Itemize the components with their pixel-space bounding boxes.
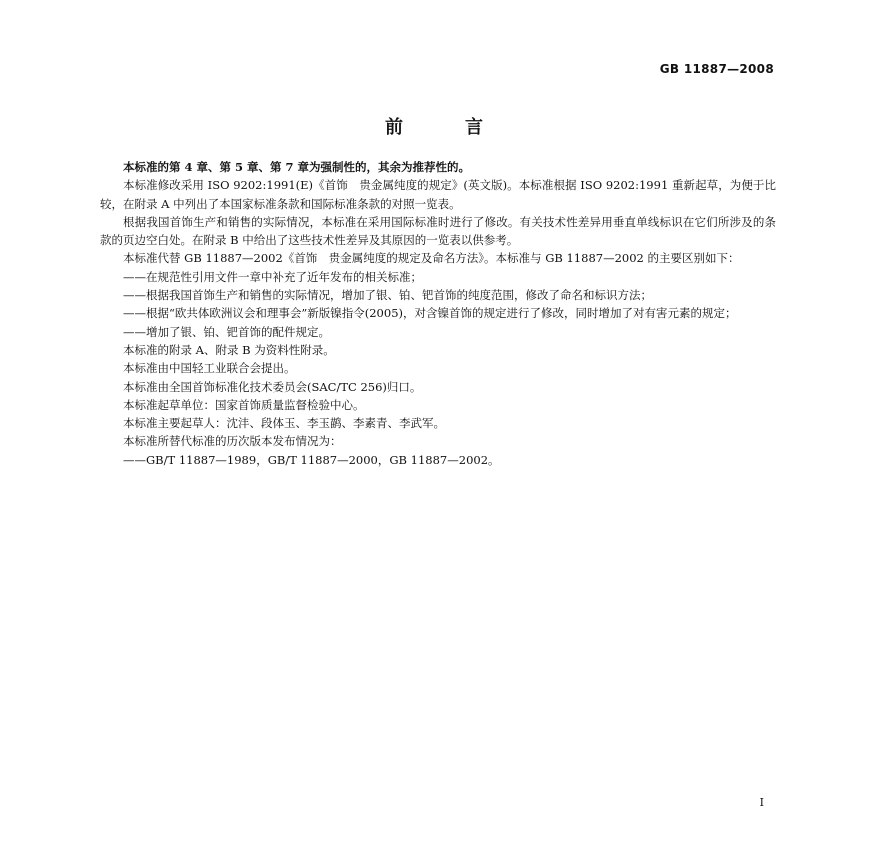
page-number: I <box>759 796 764 809</box>
foreword-body <box>100 158 776 469</box>
standard-code: GB 11887—2008 <box>659 62 774 76</box>
page-title: 前 言 <box>385 117 505 138</box>
paragraph-history-intro: 本标准所替代标准的历次版本发布情况为： <box>123 434 342 449</box>
difference-item: ——增加了银、铂、钯首饰的配件规定。 <box>123 324 330 339</box>
paragraph-proposer: 本标准由中国轻工业联合会提出。 <box>123 361 296 376</box>
paragraph-committee: 本标准由全国首饰标准化技术委员会(SAC/TC 256)归口。 <box>123 379 422 394</box>
history-list: ——GB/T 11887—1989，GB/T 11887—2000，GB 11887—2002。 <box>123 452 500 467</box>
paragraph-replacement: 本标准代替 GB 11887—2002《首饰 贵金属纯度的规定及命名方法》。本标准与 GB 11887—2002 的主要区别如下： <box>123 251 740 266</box>
difference-item: ——根据“欧共体欧洲议会和理事会”新版镍指令(2005)，对含镍首饰的规定进行了修改，同时增加了对有害元素的规定； <box>123 306 737 321</box>
paragraph-adoption: 本标准修改采用 ISO 9202:1991(E)《首饰 贵金属纯度的规定》(英文版)。本标准根据 ISO 9202:1991 重新起草，为便于比较，在附录 A 中列出了本国家标准条款和国际标准条款的对照一览表。 <box>100 178 776 211</box>
difference-item: ——在规范性引用文件一章中补充了近年发布的相关标准； <box>123 269 422 284</box>
mandatory-statement: 本标准的第 4 章、第 5 章、第 7 章为强制性的，其余为推荐性的。 <box>123 160 471 174</box>
paragraph-drafting-unit: 本标准起草单位：国家首饰质量监督检验中心。 <box>123 397 365 412</box>
paragraph-modification: 根据我国首饰生产和销售的实际情况，本标准在采用国际标准时进行了修改。有关技术性差异用垂直单线标识在它们所涉及的条款的页边空白处。在附录 B 中给出了这些技术性差异及其原因的一览表以供参考。 <box>100 214 776 248</box>
difference-item: ——根据我国首饰生产和销售的实际情况，增加了银、铂、钯首饰的纯度范围，修改了命名和标识方法； <box>123 288 652 303</box>
paragraph-annex: 本标准的附录 A、附录 B 为资料性附录。 <box>123 342 335 357</box>
paragraph-drafters: 本标准主要起草人：沈沣、段体玉、李玉鹋、李素青、李武军。 <box>123 416 445 431</box>
